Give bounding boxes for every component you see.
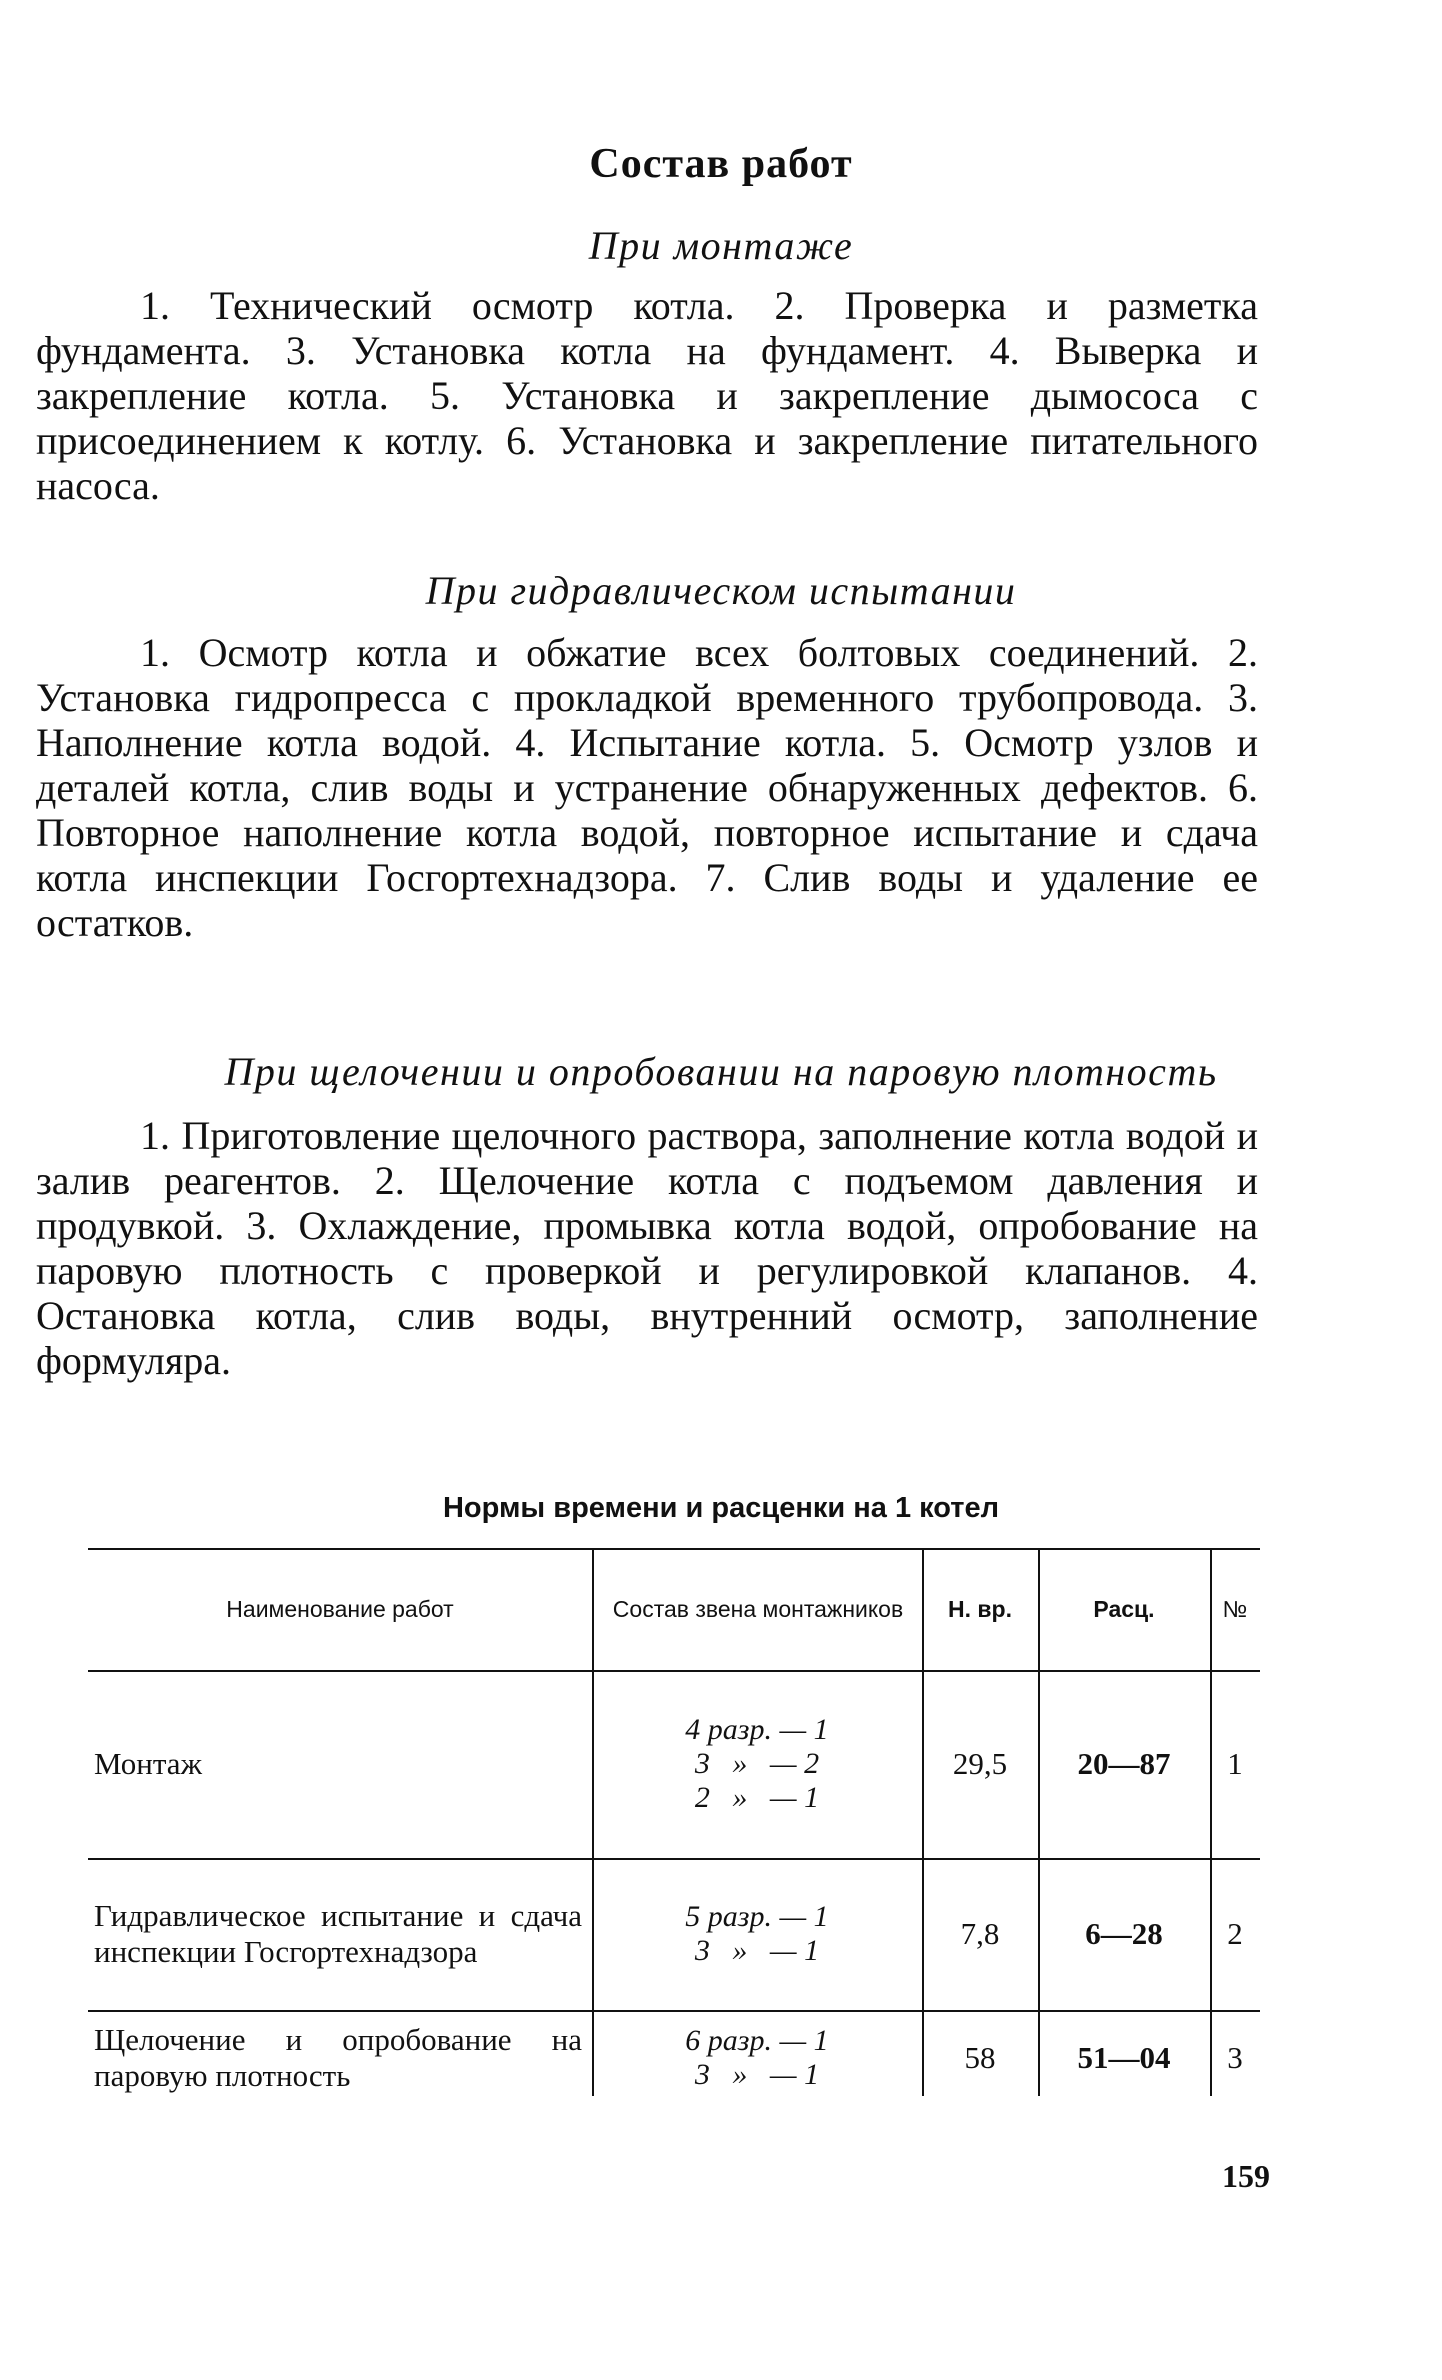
header-rate: Расц. [1093,1596,1155,1622]
crew-line: 6 разр. — 1 [685,2024,829,2057]
table-row-name: Щелочение и опробование на паровую плотность [94,2022,582,2093]
table-row-rate: 6—28 [1085,1916,1163,1951]
table-row-rate: 51—04 [1077,2040,1171,2075]
table-row-crew [592,1670,922,1858]
section-heading-hydraulic-test: При гидравлическом испытании [425,568,1017,613]
section-heading-alkaline: При щелочении и опробовании на паровую плотность [224,1049,1218,1094]
table-row-name: Гидравлическое испытание и сдача инспекции Госгортехнадзора [94,1898,582,1969]
table-row-name: Монтаж [94,1746,202,1781]
table-row-crew [592,1858,922,2010]
section-text-mounting-content: 1. Технический осмотр котла. 2. Проверка и разметка фундамента. 3. Установка котла на фундамент. 4. Выверка и закрепление котла. 5. Установка и закрепление дымососа с присоединением к котлу. 6. Установка и закрепление питательного насоса. [36,283,1258,508]
table-row-number: 3 [1227,2040,1243,2075]
page-title: Состав работ [589,141,853,187]
page-number: 159 [1222,2158,1270,2194]
table-row-rate: 20—87 [1077,1746,1171,1781]
section-text-hydraulic-test-content: 1. Осмотр котла и обжатие всех болтовых соединений. 2. Установка гидропресса с прокладкой временного трубопровода. 3. Наполнение котла водой. 4. Испытание котла. 5. Осмотр узлов и деталей котла, слив воды и устранение обнаруженных дефектов. 6. Повторное наполнение котла водой, повторное испытание и сдача котла инспекции Госгортехнадзора. 7. Слив воды и удаление ее остатков. [36,630,1258,945]
section-text-alkaline-content: 1. Приготовление щелочного раствора, заполнение котла водой и залив реагентов. 2. Щелочение котла с подъемом давления и продувкой. 3. Охлаждение, промывка котла водой, опробование на паровую плотность с проверкой и регулировкой клапанов. 4. Остановка котла, слив воды, внутренний осмотр, заполнение формуляра. [36,1113,1258,1383]
table-title: Нормы времени и расценки на 1 котел [442,1492,1000,1524]
crew-line: 3 » — 1 [694,2058,820,2091]
section-heading-mounting: При монтаже [588,223,854,268]
table-row-crew [592,2010,922,2106]
table-row-time-norm: 58 [964,2040,996,2075]
table-row-number: 1 [1227,1746,1243,1781]
header-crew: Состав звена монтажников [612,1596,904,1622]
section-text-alkaline [36,1113,1258,1383]
table-row-time-norm: 7,8 [960,1916,1000,1951]
header-name: Наименование работ [226,1596,454,1622]
section-text-mounting [36,283,1258,508]
table-row-number: 2 [1227,1916,1243,1951]
crew-line: 5 разр. — 1 [685,1900,829,1933]
crew-line: 3 » — 1 [694,1934,820,1967]
section-text-hydraulic-test [36,630,1258,945]
table-row-time-norm: 29,5 [952,1746,1008,1781]
crew-line: 3 » — 2 [694,1747,820,1780]
header-time-norm: Н. вр. [948,1596,1012,1622]
header-number: № [1222,1596,1248,1622]
norms-table [88,1548,1260,2108]
crew-line: 2 » — 1 [694,1781,820,1814]
crew-line: 4 разр. — 1 [685,1713,829,1746]
